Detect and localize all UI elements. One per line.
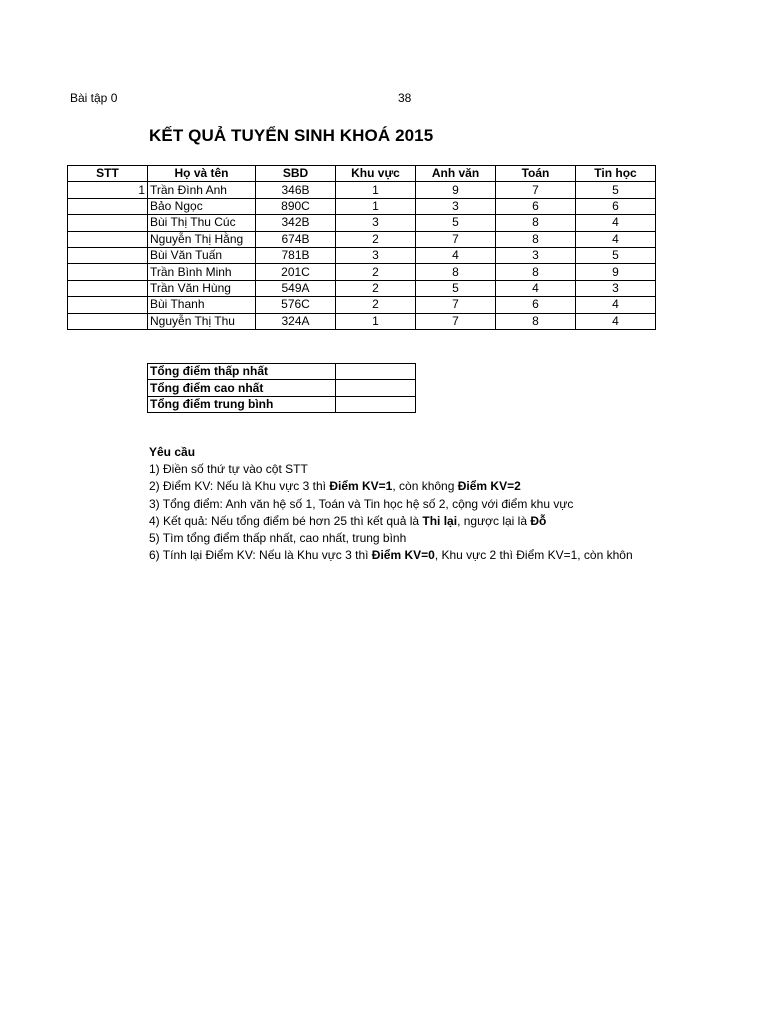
table-cell[interactable]: 549A — [256, 280, 336, 296]
requirement-text: , ngược lại là — [457, 513, 531, 528]
requirement-text: 3) Tổng điểm: Anh văn hệ số 1, Toán và Tin học hệ số 2, cộng với điểm khu vực — [149, 496, 574, 511]
table-cell[interactable]: 342B — [256, 215, 336, 231]
table-row — [68, 182, 656, 198]
page-number: 38 — [398, 91, 412, 105]
table-cell[interactable]: 346B — [256, 182, 336, 198]
requirements-section — [149, 444, 655, 564]
table-cell[interactable]: Bảo Ngọc — [148, 198, 256, 214]
requirement-item — [149, 496, 655, 513]
requirement-text: 5) Tìm tổng điểm thấp nhất, cao nhất, trung bình — [149, 531, 407, 546]
column-header: STT — [68, 166, 148, 182]
table-cell[interactable]: 6 — [576, 198, 656, 214]
table-row — [68, 280, 656, 296]
table-cell[interactable]: 8 — [496, 313, 576, 329]
table-row — [68, 264, 656, 280]
table-row — [68, 198, 656, 214]
table-cell[interactable]: Nguyễn Thị Hằng — [148, 231, 256, 247]
table-cell[interactable]: 4 — [576, 313, 656, 329]
requirement-text: 4) Kết quả: Nếu tổng điểm bé hơn 25 thì kết quả là — [149, 513, 423, 528]
table-cell[interactable]: 7 — [416, 231, 496, 247]
table-cell[interactable]: 2 — [336, 231, 416, 247]
table-row — [68, 231, 656, 247]
table-cell[interactable]: 8 — [496, 264, 576, 280]
requirement-text: Điểm KV=1 — [329, 479, 393, 494]
table-cell[interactable]: Bùi Thị Thu Cúc — [148, 215, 256, 231]
table-cell[interactable]: 4 — [416, 247, 496, 263]
requirement-item — [149, 547, 655, 564]
summary-row — [148, 396, 416, 412]
table-row — [68, 215, 656, 231]
table-cell[interactable]: 8 — [496, 215, 576, 231]
table-cell[interactable]: 3 — [336, 247, 416, 263]
summary-label: Tổng điểm cao nhất — [148, 380, 336, 396]
results-table — [67, 165, 656, 330]
table-cell[interactable]: 324A — [256, 313, 336, 329]
table-cell[interactable]: 781B — [256, 247, 336, 263]
requirement-text: 2) Điểm KV: Nếu là Khu vực 3 thì — [149, 479, 330, 494]
table-cell[interactable]: 4 — [576, 215, 656, 231]
table-cell[interactable]: 3 — [576, 280, 656, 296]
summary-table — [147, 363, 416, 413]
requirement-text: Điểm KV=2 — [457, 479, 521, 494]
table-cell[interactable]: 201C — [256, 264, 336, 280]
requirement-item — [149, 461, 655, 478]
table-cell[interactable]: 1 — [336, 198, 416, 214]
table-row — [68, 247, 656, 263]
requirement-item — [149, 513, 655, 530]
summary-label: Tổng điểm trung bình — [148, 396, 336, 412]
table-cell[interactable] — [68, 198, 148, 214]
table-cell[interactable] — [68, 231, 148, 247]
table-cell[interactable] — [68, 215, 148, 231]
table-row — [68, 313, 656, 329]
summary-row — [148, 364, 416, 380]
table-row — [68, 297, 656, 313]
requirement-text: Đỗ — [530, 513, 547, 528]
table-cell[interactable] — [68, 247, 148, 263]
table-cell[interactable]: 5 — [576, 182, 656, 198]
table-cell[interactable]: 7 — [496, 182, 576, 198]
table-cell[interactable]: 1 — [336, 182, 416, 198]
requirement-text: 1) Điền số thứ tự vào cột STT — [149, 462, 308, 477]
table-cell[interactable] — [68, 264, 148, 280]
table-cell[interactable]: 576C — [256, 297, 336, 313]
summary-value-cell[interactable] — [336, 396, 416, 412]
requirements-list — [149, 461, 655, 564]
table-cell[interactable] — [68, 297, 148, 313]
table-cell[interactable]: 6 — [496, 198, 576, 214]
table-cell[interactable]: 3 — [496, 247, 576, 263]
table-cell[interactable]: Nguyễn Thị Thu — [148, 313, 256, 329]
requirement-text: Điểm KV=0 — [371, 548, 435, 563]
table-cell[interactable]: 1 — [68, 182, 148, 198]
table-cell[interactable]: 3 — [416, 198, 496, 214]
table-cell[interactable]: Trần Đình Anh — [148, 182, 256, 198]
table-cell[interactable]: 1 — [336, 313, 416, 329]
table-cell[interactable] — [68, 280, 148, 296]
table-cell[interactable]: 9 — [576, 264, 656, 280]
table-cell[interactable]: 8 — [416, 264, 496, 280]
table-cell[interactable] — [68, 313, 148, 329]
summary-row — [148, 380, 416, 396]
table-cell[interactable]: 7 — [416, 313, 496, 329]
summary-value-cell[interactable] — [336, 380, 416, 396]
requirements-heading: Yêu cầu — [149, 445, 196, 459]
requirement-text: Thi lại — [422, 513, 458, 528]
table-header-row — [68, 166, 656, 182]
table-cell[interactable]: 2 — [336, 264, 416, 280]
column-header: SBD — [256, 166, 336, 182]
table-cell[interactable]: 4 — [496, 280, 576, 296]
table-cell[interactable]: 5 — [416, 215, 496, 231]
summary-value-cell[interactable] — [336, 364, 416, 380]
table-cell[interactable]: 2 — [336, 297, 416, 313]
table-cell[interactable]: 6 — [496, 297, 576, 313]
table-cell[interactable]: 890C — [256, 198, 336, 214]
table-cell[interactable]: 2 — [336, 280, 416, 296]
table-cell[interactable]: Bùi Thanh — [148, 297, 256, 313]
requirement-text: 6) Tính lại Điểm KV: Nếu là Khu vực 3 thì — [149, 548, 372, 563]
column-header: Toán — [496, 166, 576, 182]
column-header: Họ và tên — [148, 166, 256, 182]
table-cell[interactable]: 674B — [256, 231, 336, 247]
requirement-text: , Khu vực 2 thì Điểm KV=1, còn khôn — [434, 548, 633, 563]
summary-label: Tổng điểm thấp nhất — [148, 364, 336, 380]
table-cell[interactable]: 3 — [336, 215, 416, 231]
table-cell[interactable]: Trần Văn Hùng — [148, 280, 256, 296]
table-cell[interactable]: 5 — [416, 280, 496, 296]
column-header: Khu vực — [336, 166, 416, 182]
table-cell[interactable]: 9 — [416, 182, 496, 198]
table-cell[interactable]: 8 — [496, 231, 576, 247]
table-cell[interactable]: Trần Bình Minh — [148, 264, 256, 280]
page-title: KẾT QUẢ TUYỂN SINH KHOÁ 2015 — [149, 126, 434, 145]
header-left-label: Bài tập 0 — [70, 91, 118, 105]
table-cell[interactable]: 5 — [576, 247, 656, 263]
requirement-text: , còn không — [392, 479, 458, 494]
table-cell[interactable]: Bùi Văn Tuấn — [148, 247, 256, 263]
column-header: Tin học — [576, 166, 656, 182]
table-cell[interactable]: 4 — [576, 231, 656, 247]
requirement-item — [149, 530, 655, 547]
table-cell[interactable]: 7 — [416, 297, 496, 313]
requirement-item — [149, 478, 655, 495]
table-cell[interactable]: 4 — [576, 297, 656, 313]
column-header: Anh văn — [416, 166, 496, 182]
